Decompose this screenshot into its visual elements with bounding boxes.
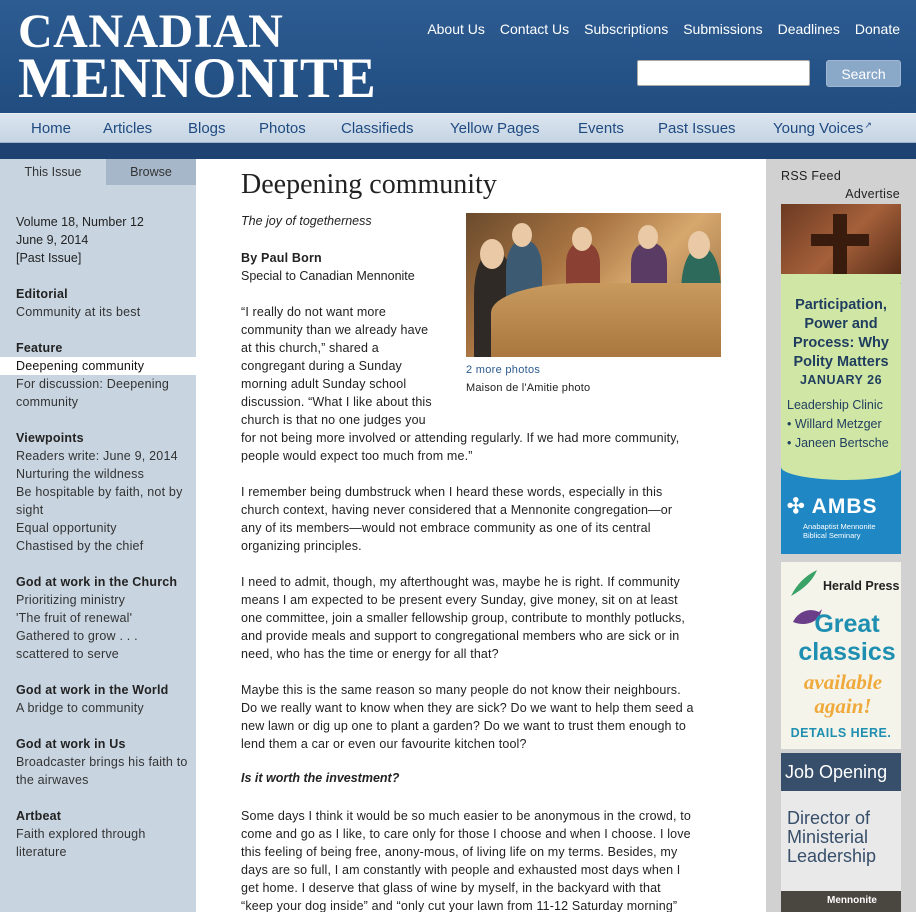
sidebar-link[interactable]: Broadcaster brings his faith to the airwaves (16, 755, 188, 787)
author: By Paul Born (241, 251, 322, 265)
main-nav-home[interactable]: Home (31, 120, 72, 137)
site-logo[interactable] (18, 5, 376, 110)
main-nav-yellow-pages[interactable]: Yellow Pages (450, 120, 540, 137)
rss-feed-link[interactable]: RSS Feed (781, 169, 842, 183)
sidebar-link[interactable]: Faith explored through literature (16, 827, 146, 859)
herald-press-ad[interactable] (781, 562, 901, 749)
ad-great-classics: Great classics (798, 610, 896, 666)
nav-submissions[interactable]: Submissions (683, 21, 763, 37)
top-nav (427, 21, 900, 37)
issue-sidebar (0, 159, 196, 912)
author-note: Special to Canadian Mennonite (241, 269, 415, 283)
nav-about-us[interactable]: About Us (427, 21, 485, 37)
ad-clinic: Leadership Clinic • Willard Metzger • Janeen Bertsche (787, 398, 889, 450)
article-content (196, 159, 766, 912)
more-photos-link[interactable]: 2 more photos (466, 364, 541, 376)
ad-details-link[interactable]: DETAILS HERE. (790, 726, 892, 740)
nav-deadlines[interactable]: Deadlines (777, 21, 840, 37)
main-nav-photos[interactable]: Photos (259, 120, 306, 137)
section-heading: God at work in the Church (16, 575, 178, 589)
search-input[interactable] (637, 60, 810, 86)
sidebar-link[interactable]: Prioritizing ministry (16, 593, 126, 607)
ad-date: JANUARY 26 (799, 373, 883, 387)
main-nav-events[interactable]: Events (578, 120, 624, 137)
section-heading: Feature (16, 341, 63, 355)
nav-donate[interactable]: Donate (854, 21, 900, 37)
ambs-logo: ✣ AMBS (787, 495, 878, 518)
sidebar-link[interactable]: A bridge to community (16, 701, 144, 715)
ad-sidebar (766, 159, 916, 912)
section-heading: Artbeat (16, 809, 62, 823)
job-opening-ad[interactable] (781, 753, 901, 912)
main-nav-articles[interactable]: Articles (103, 120, 153, 137)
paragraph: Some days I think it would be so much easier to be anonymous in the crowd, to come and go as I like, to care only for those I choose and when I choose. I love this feeling of being free, anony-mous, of living life on my terms. Besides, my days are so full, I am constantly with people and exhausted most days when I get home. I deserve that glass of wine by myself, in the backyard with that “keep your dog inside” and “only cut your lawn from 11-12 Saturday morning” (241, 809, 691, 912)
tab-this-issue[interactable]: This Issue (0, 159, 106, 185)
sidebar-link[interactable]: Be hospitable by faith, not by sight (16, 485, 183, 517)
sidebar-content (0, 213, 196, 861)
advertise-link[interactable]: Advertise (845, 187, 900, 201)
main-nav-young-voices[interactable] (773, 120, 872, 137)
main-nav-blogs[interactable]: Blogs (188, 120, 226, 137)
section-heading: Viewpoints (16, 431, 84, 445)
tab-browse[interactable]: Browse (106, 159, 196, 185)
sidebar-link[interactable]: Nurturing the wildness (16, 467, 145, 481)
logo-line1: CANADIAN (18, 5, 284, 58)
section-heading: Editorial (16, 287, 68, 301)
sidebar-link[interactable]: 'The fruit of renewal' (16, 611, 133, 625)
nav-subscriptions[interactable]: Subscriptions (584, 21, 669, 37)
paragraph: I remember being dumbstruck when I heard these words, especially in this church context, having never considered that a Mennonite congregation—or any of its members—would not embrace community as one of its central organizing principles. (241, 485, 673, 553)
main-nav (0, 113, 916, 143)
logo-line2: MENNONITE (18, 47, 376, 110)
ad-headline: Participation, Power and Process: Why Polity Matters (793, 297, 889, 370)
past-issue-link[interactable]: [Past Issue] (16, 251, 82, 265)
sidebar-tabs (0, 159, 196, 185)
search-button[interactable]: Search (826, 60, 901, 87)
article-title: Deepening community (241, 169, 497, 200)
leaf-icon (787, 566, 821, 600)
sidebar-link[interactable]: Readers write: June 9, 2014 (16, 449, 178, 463)
paragraph: “I really do not want more community than we already have at this church,” shared a congregant during a Sunday morning adult Sunday school discussion. “What I like about this church is that no one judges you for not being more involved or attending regularly. If we had more community, people would expect too much from me.” (241, 305, 680, 463)
byline (241, 249, 415, 285)
paragraph: Maybe this is the same reason so many people do not know their neighbours. Do we really want to know when they are sick? Do we want to help them seed a new lawn or dig up one to plant a garden? Do we want to trust them enough to lend them a car or even our favourite kitchen tool? (241, 683, 694, 751)
ambs-subtitle: Anabaptist Mennonite Biblical Seminary (803, 522, 876, 540)
sidebar-link[interactable]: Gathered to grow . . . scattered to serve (16, 629, 138, 661)
article-subtitle: The joy of togetherness (241, 214, 372, 228)
section-heading: God at work in Us (16, 737, 126, 751)
external-link-icon: ↗ (864, 120, 872, 130)
ad-available-again: available again! (803, 670, 883, 718)
issue-volume: Volume 18, Number 12 (16, 215, 144, 229)
sidebar-link[interactable]: Community at its best (16, 305, 141, 319)
nav-contact-us[interactable]: Contact Us (499, 21, 570, 37)
sidebar-link[interactable]: Chastised by the chief (16, 539, 144, 553)
young-voices-label: Young Voices (773, 120, 864, 137)
site-header (0, 0, 916, 113)
issue-date: June 9, 2014 (16, 233, 89, 247)
main-nav-past-issues[interactable]: Past Issues (658, 120, 736, 137)
sidebar-link[interactable]: For discussion: Deepening community (16, 377, 169, 409)
job-ad-footer: Mennonite (781, 891, 901, 912)
ambs-ad[interactable] (781, 204, 901, 554)
photo-credit: Maison de l'Amitie photo (466, 382, 591, 394)
herald-press-label: Herald Press (823, 579, 900, 593)
section-heading: God at work in the World (16, 683, 169, 697)
article-subheading: Is it worth the investment? (241, 771, 400, 785)
paragraph: I need to admit, though, my afterthought was, maybe he is right. If community means I am expected to be present every Sunday, give money, sit on at least one committee, join a smaller fellowship group, contribute to monthly potlucks, and provide meals and support to congregational members who are sick or in need, who has the time or energy for all that? (241, 575, 686, 661)
job-opening-header: Job Opening (781, 753, 901, 791)
sidebar-link-active[interactable]: Deepening community (0, 357, 196, 375)
main-nav-classifieds[interactable]: Classifieds (341, 120, 414, 137)
job-role: Director of Ministerial Leadership (787, 808, 877, 866)
sidebar-link[interactable]: Equal opportunity (16, 521, 117, 535)
